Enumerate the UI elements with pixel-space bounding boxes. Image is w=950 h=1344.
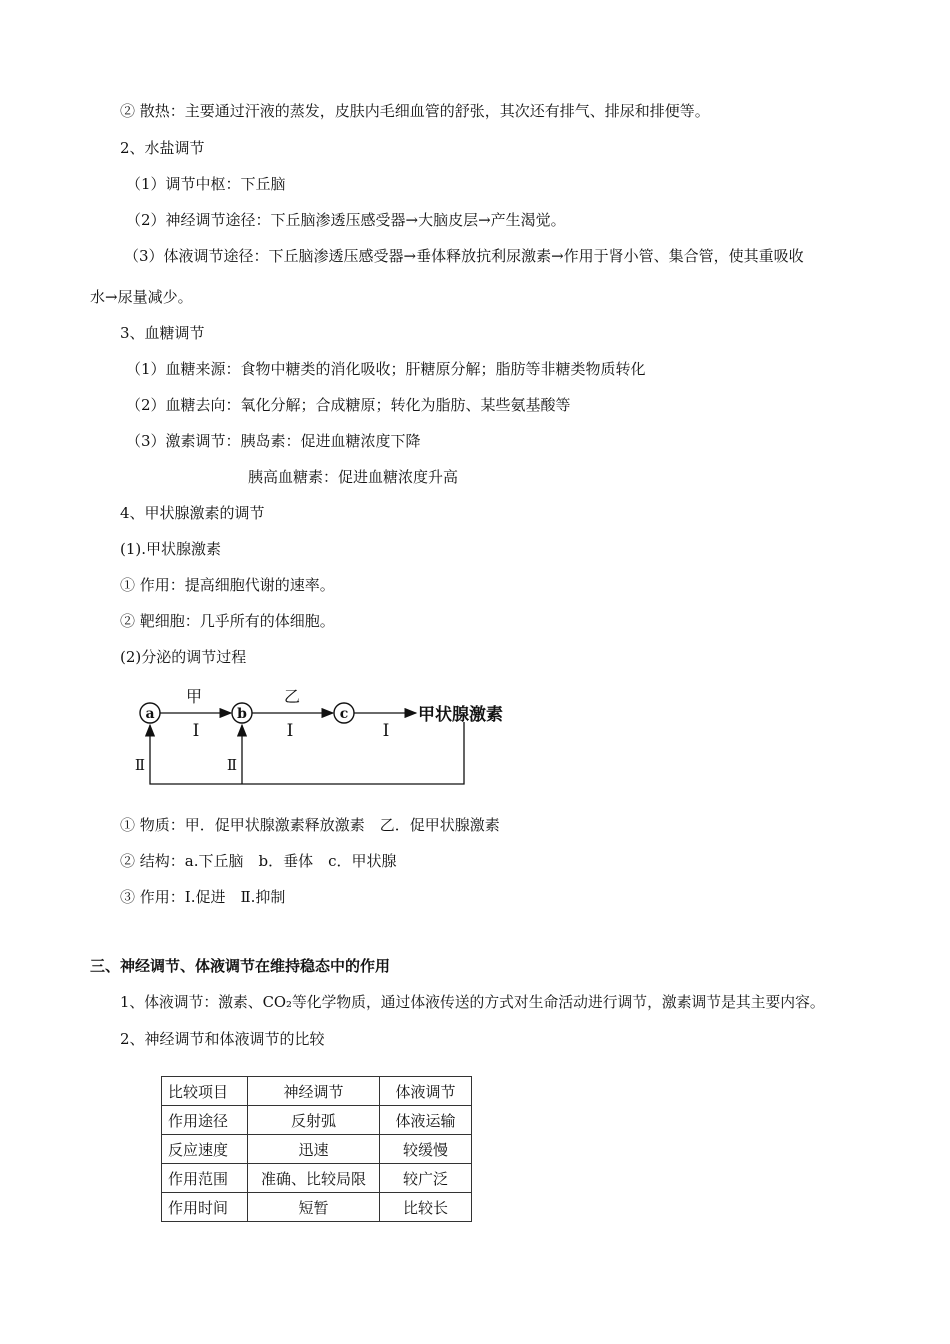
output-label: 甲状腺激素	[418, 705, 503, 725]
table-cell: 比较长	[380, 1193, 472, 1222]
table-cell: 短暂	[248, 1193, 380, 1222]
label-yi: 乙	[283, 687, 301, 706]
label-jia: 甲	[185, 687, 203, 706]
label-inhibit-1: Ⅱ	[134, 756, 146, 774]
label-inhibit-2: Ⅱ	[226, 756, 238, 774]
table-header-cell: 神经调节	[248, 1077, 380, 1106]
table-row	[162, 1164, 472, 1193]
label-promote-1: Ⅰ	[192, 721, 200, 741]
table-cell: 迅速	[248, 1135, 380, 1164]
svg-text:a: a	[145, 706, 155, 722]
section-heading: 三、神经调节、体液调节在维持稳态中的作用	[90, 957, 391, 975]
table-cell: 作用途径	[162, 1106, 248, 1135]
table-row	[162, 1077, 472, 1106]
table-cell: 体液运输	[380, 1106, 472, 1135]
table-row	[162, 1193, 472, 1222]
label-promote-3: Ⅰ	[382, 721, 390, 741]
thyroid-function-text: ① 作用：提高细胞代谢的速率。	[120, 576, 335, 594]
table-cell: 反应速度	[162, 1135, 248, 1164]
substances-text: ① 物质：甲．促甲状腺激素释放激素 乙．促甲状腺激素	[120, 816, 500, 834]
humoral-definition-text: 1、体液调节：激素、CO₂等化学物质，通过体液传送的方式对生命活动进行调节，激素调节是其主要内容。	[120, 994, 825, 1011]
table-cell: 较广泛	[380, 1164, 472, 1193]
table-row	[162, 1106, 472, 1135]
water-humoral-path-cont: 水→尿量减少。	[90, 288, 193, 306]
thyroid-target-text: ② 靶细胞：几乎所有的体细胞。	[120, 612, 335, 630]
table-cell: 准确、比较局限	[248, 1164, 380, 1193]
thyroid-heading: 4、甲状腺激素的调节	[120, 504, 265, 522]
table-cell: 作用范围	[162, 1164, 248, 1193]
node-c	[334, 703, 354, 723]
hormone-regulation-text: （3）激素调节：胰岛素：促进血糖浓度下降	[126, 432, 421, 450]
table-cell: 较缓慢	[380, 1135, 472, 1164]
thyroid-regulation-diagram	[120, 680, 540, 790]
water-humoral-path-text: （3）体液调节途径：下丘脑渗透压感受器→垂体释放抗利尿激素→作用于肾小管、集合管，使其重吸收	[124, 247, 804, 265]
table-header-cell: 比较项目	[162, 1077, 248, 1106]
structures-text: ② 结构：a.下丘脑 b．垂体 c．甲状腺	[120, 852, 397, 870]
secretion-process-subheading: (2)分泌的调节过程	[120, 648, 247, 666]
water-neural-path-text: （2）神经调节途径：下丘脑渗透压感受器→大脑皮层→产生渴觉。	[126, 211, 566, 229]
heat-dissipation-text: ② 散热：主要通过汗液的蒸发，皮肤内毛细血管的舒张，其次还有排气、排尿和排便等。	[120, 102, 710, 120]
comparison-table	[161, 1076, 472, 1222]
water-salt-heading: 2、水盐调节	[120, 139, 205, 157]
blood-sugar-heading: 3、血糖调节	[120, 324, 205, 342]
node-b	[232, 703, 252, 723]
thyroid-hormone-subheading: (1).甲状腺激素	[120, 540, 222, 558]
comparison-heading: 2、神经调节和体液调节的比较	[120, 1030, 325, 1048]
blood-sugar-fate-text: （2）血糖去向：氧化分解；合成糖原；转化为脂肪、某些氨基酸等	[126, 396, 571, 414]
table-cell: 反射弧	[248, 1106, 380, 1135]
svg-text:b: b	[237, 706, 247, 722]
actions-text: ③ 作用：Ⅰ.促进 Ⅱ.抑制	[120, 888, 286, 906]
water-center-text: （1）调节中枢：下丘脑	[126, 175, 286, 193]
table-cell: 作用时间	[162, 1193, 248, 1222]
table-header-cell: 体液调节	[380, 1077, 472, 1106]
label-promote-2: Ⅰ	[286, 721, 294, 741]
blood-sugar-source-text: （1）血糖来源：食物中糖类的消化吸收；肝糖原分解；脂肪等非糖类物质转化	[126, 360, 646, 378]
table-row	[162, 1135, 472, 1164]
node-a	[140, 703, 160, 723]
svg-text:c: c	[339, 706, 349, 722]
glucagon-text: 胰高血糖素：促进血糖浓度升高	[248, 468, 459, 486]
